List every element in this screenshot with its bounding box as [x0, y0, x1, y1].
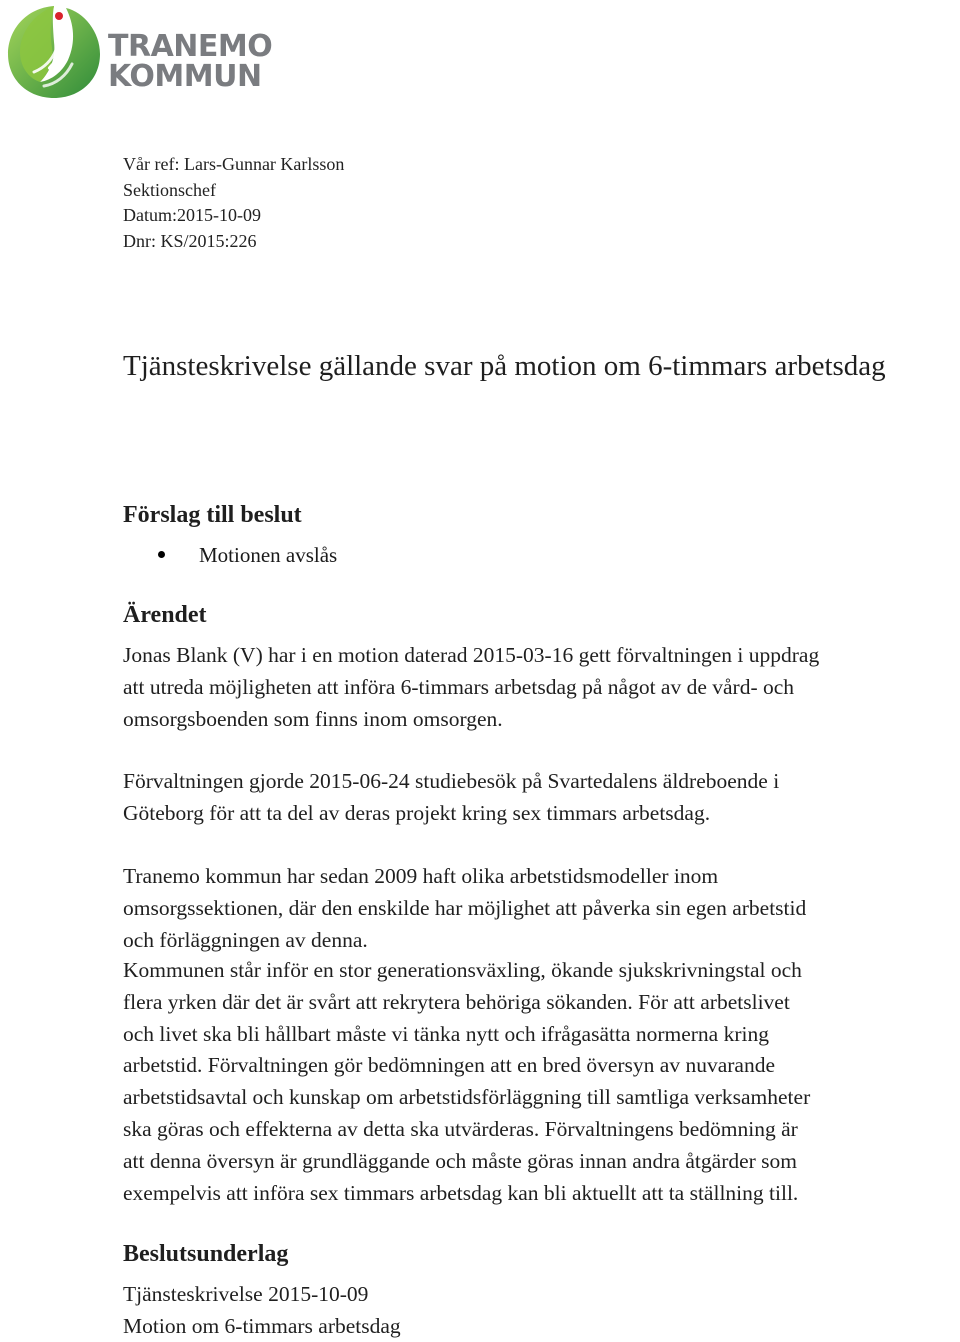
paragraph-line: Kommunen står inför en stor generationsväxling, ökande sjukskrivningstal och: [123, 958, 802, 982]
paragraph-line: flera yrken där det är svårt att rekrytera behöriga sökanden. För att arbetslivet: [123, 989, 790, 1014]
paragraph-line: omsorgsboenden som finns inom omsorgen.: [123, 706, 503, 731]
decision-bullet-item: [158, 541, 337, 569]
paragraph-motion: [123, 640, 960, 735]
heading-beslutsunderlag: Beslutsunderlag: [123, 1241, 289, 1267]
paragraph-line: arbetstid. Förvaltningen gör bedömningen att en bred översyn av nuvarande: [123, 1053, 775, 1078]
beslutsunderlag-list: [123, 1278, 401, 1342]
logo-wordmark: [108, 29, 273, 94]
beslutsunderlag-item: Motion om 6-timmars arbetsdag: [123, 1314, 401, 1338]
reference-dnr: Dnr: KS/2015:226: [123, 230, 257, 251]
paragraph-line: och förläggningen av denna.: [123, 927, 368, 952]
decision-bullet-text: Motionen avslås: [199, 543, 338, 567]
paragraph-studiebesok: [123, 766, 960, 830]
paragraph-arbetstidsmodeller: [123, 861, 960, 956]
reference-block: [123, 152, 344, 254]
paragraph-line: arbetstidsavtal och kunskap om arbetstidsförläggning till samtliga verksamheter: [123, 1085, 811, 1110]
paragraph-line: och livet ska bli hållbart måste vi tänka nytt och ifrågasätta normerna kring: [123, 1021, 769, 1046]
paragraph-line: omsorgssektionen, där den enskilde har möjlighet att påverka sin egen arbetstid: [123, 895, 807, 920]
crane-emblem-icon: [4, 2, 104, 102]
tranemo-kommun-logo: [4, 2, 273, 102]
paragraph-line: Jonas Blank (V) har i en motion daterad 2015-03-16 gett förvaltningen i uppdrag: [123, 643, 820, 667]
paragraph-line: Förvaltningen gjorde 2015-06-24 studiebesök på Svartedalens äldreboende i: [123, 769, 780, 793]
logo-line-1: TRANEMO: [108, 29, 273, 64]
heading-arendet: Ärendet: [123, 602, 207, 628]
paragraph-line: Göteborg för att ta del av deras projekt kring sex timmars arbetsdag.: [123, 800, 711, 825]
bullet-dot-icon: [158, 551, 165, 558]
paragraph-line: exempelvis att införa sex timmars arbetsdag kan bli aktuellt att ta ställning till.: [123, 1180, 799, 1205]
paragraph-line: att denna översyn är grundläggande och måste göras innan andra åtgärder som: [123, 1148, 798, 1173]
logo-line-2: KOMMUN: [108, 59, 262, 94]
reference-date: Datum:2015-10-09: [123, 205, 261, 225]
heading-forslag-till-beslut: Förslag till beslut: [123, 502, 302, 528]
reference-person: Vår ref: Lars-Gunnar Karlsson: [123, 154, 345, 174]
document-title: Tjänsteskrivelse gällande svar på motion om 6-timmars arbetsdag: [123, 350, 886, 382]
paragraph-line: ska göras och effekterna av detta ska utvärderas. Förvaltningens bedömning är: [123, 1116, 798, 1141]
paragraph-line: Tranemo kommun har sedan 2009 haft olika arbetstidsmodeller inom: [123, 864, 719, 888]
reference-role: Sektionschef: [123, 179, 216, 200]
paragraph-line: att utreda möjligheten att införa 6-timmars arbetsdag på något av de vård- och: [123, 674, 795, 699]
beslutsunderlag-item: Tjänsteskrivelse 2015-10-09: [123, 1282, 369, 1306]
paragraph-generationsvaxling: [123, 955, 960, 1209]
